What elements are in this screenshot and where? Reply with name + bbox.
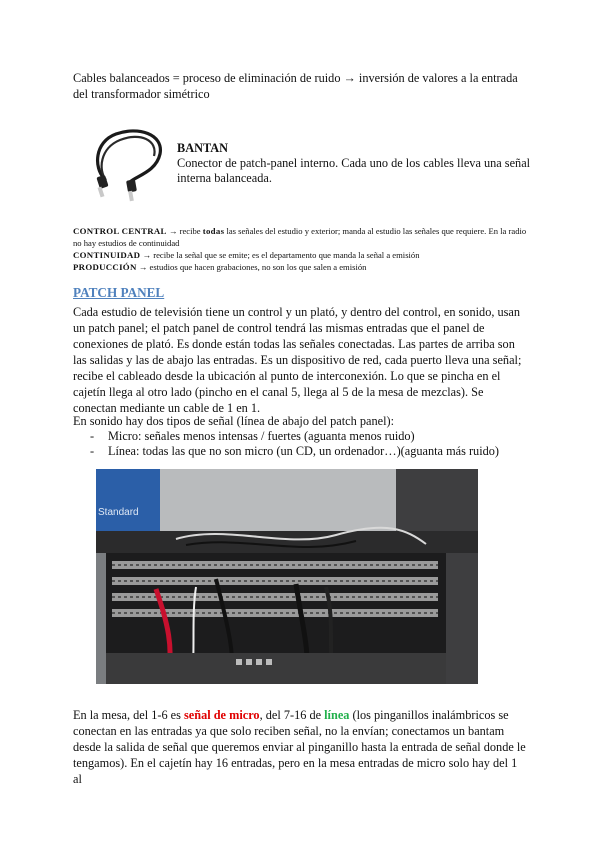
produccion-text: → estudios que hacen grabaciones, no son los que salen a emisión [136,262,367,272]
signal-types-list [90,429,530,459]
control-central-text-post: las señales del estudio y exterior; manda al estudio las señales que requiere. En la radio no hay estudios de continuidad [73,226,527,248]
screen-text: Standard [98,507,139,518]
trs-cable-photo [86,120,170,202]
control-central-text-pre: → recibe [166,226,203,236]
linea-signal-highlight: línea [324,708,350,722]
patch-panel-body: Cada estudio de televisión tiene un control y un plató, y dentro del control, en sonido, usan un patch panel; el patch panel de control tendrá las mismas entradas que el panel de conexiones de plató. Es donde están todas las señales conectadas. Las partes de arriba son las salidas y las de abajo las entradas. Es un dispositivo de red, cada puerto lleva una señal; recibe el cableado desde la ubicación al punto de interconexión. Lo que se pincha en el cajetín llega al otro lado (pincho en el canal 5, llega al 5 de la mesa de mezclas). Se conectan mediante un cable de 1 en 1. [73,305,522,415]
signal-type-linea: Línea: todas las que no son micro (un CD, un ordenador…)(aguanta más ruido) [108,444,500,458]
continuidad-text: → recibe la señal que se emite; es el departamento que manda la señal a emisión [140,250,420,260]
bantan-description: Conector de patch-panel interno. Cada uno de los cables lleva una señal interna balanceada. [177,156,531,185]
continuidad-term: CONTINUIDAD [73,250,141,260]
control-central-term: CONTROL CENTRAL [73,226,167,236]
mesa-text-pre: En la mesa, del 1-6 es [73,708,184,722]
definition-produccion [73,261,533,273]
intro-paragraph: Cables balanceados = proceso de eliminación de ruido → inversión de valores a la entrada del transformador simétrico [73,71,518,101]
definition-control-central [73,225,533,249]
list-item: - Micro: señales menos intensas / fuertes (aguanta menos ruido) [90,429,415,443]
control-central-emphasis: todas [202,226,225,236]
mesa-text-post: (los pinganillos inalámbricos se conectan en las entradas ya que solo reciben señal, no la envían; conectamos un bantam desde la salida de señal que queremos enviar al pinganillo hasta la entrada de señal donde le tengamos). En el cajetín hay 16 entradas, pero en la mesa entradas de micro solo hay del 1 al [73,708,526,786]
signal-types-intro: En sonido hay dos tipos de señal (línea de abajo del patch panel): [73,414,394,428]
signal-type-micro: Micro: señales menos intensas / fuertes (aguanta menos ruido) [108,429,415,443]
patch-panel-heading: PATCH PANEL [73,285,165,300]
micro-signal-highlight: señal de micro [183,708,260,722]
produccion-term: PRODUCCIÓN [73,262,137,272]
mesa-text-mid: , del 7-16 de [259,708,325,722]
definition-continuidad [73,249,533,261]
list-item: - Línea: todas las que no son micro (un CD, un ordenador…)(aguanta más ruido) [90,444,500,458]
bantan-title: BANTAN [177,141,229,155]
mesa-paragraph [73,707,529,787]
patch-panel-photo [96,469,478,684]
